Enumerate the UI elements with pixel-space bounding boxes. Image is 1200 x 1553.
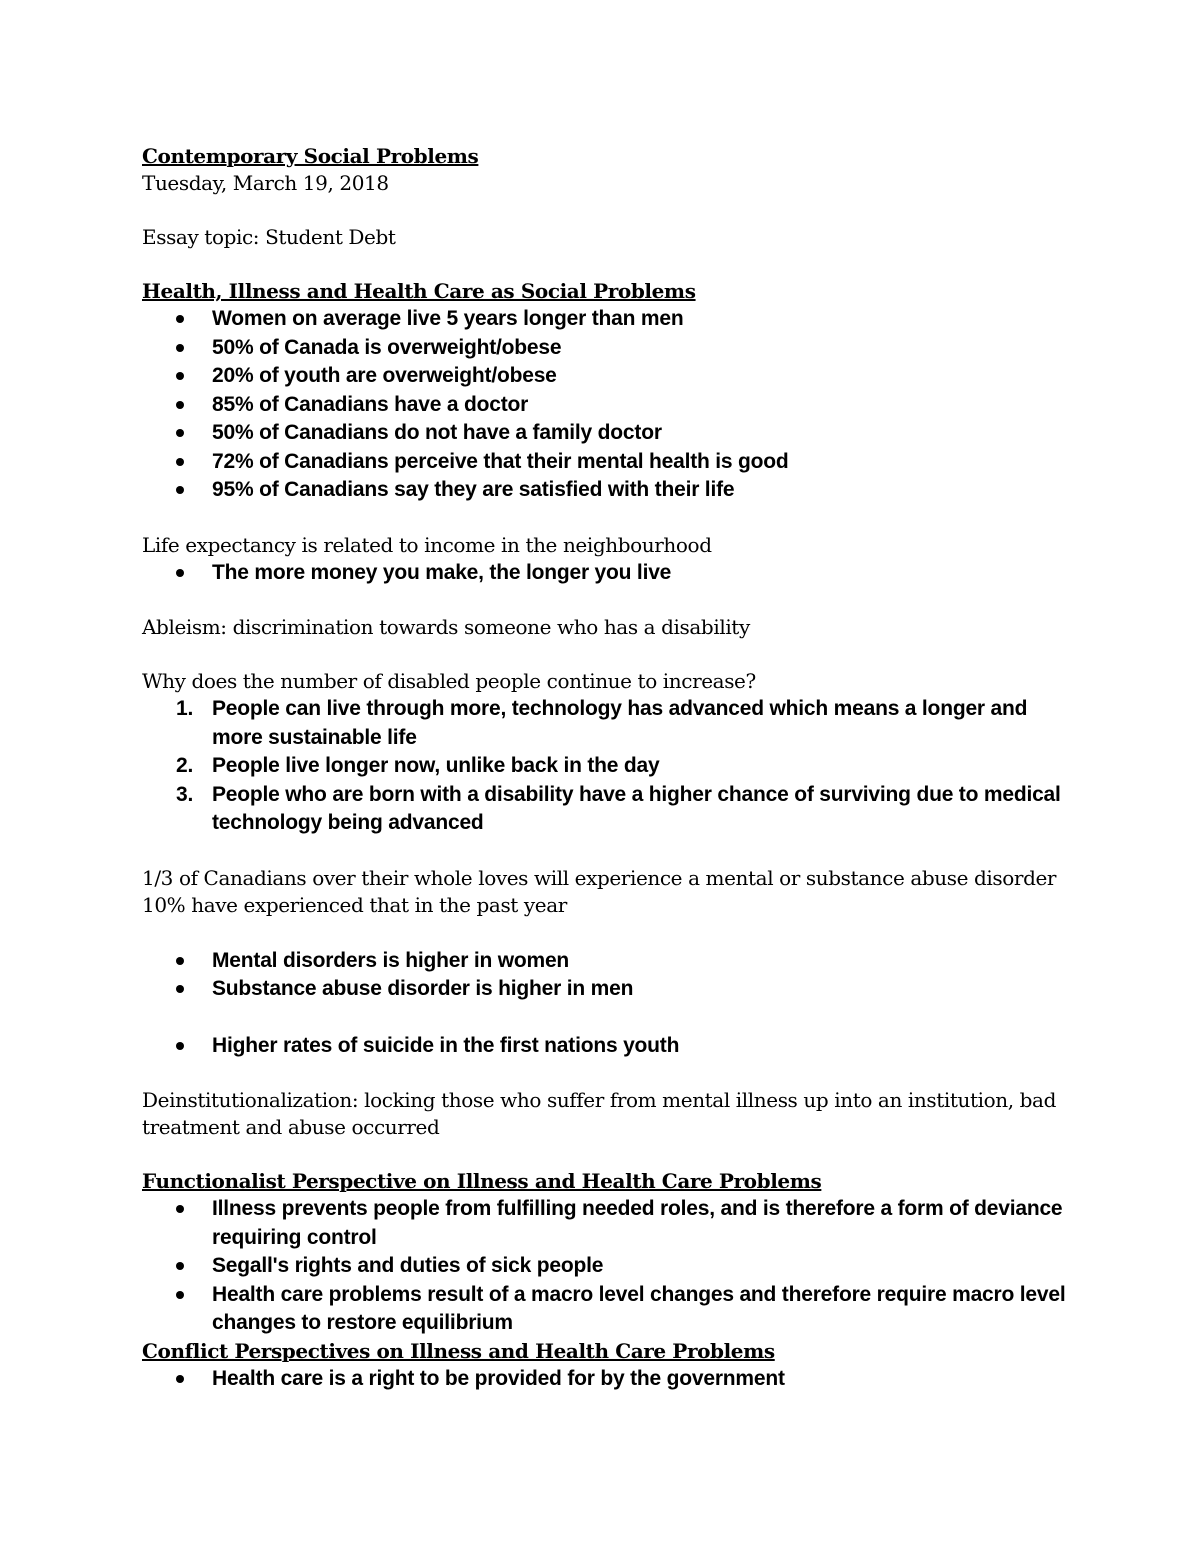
list-item: 85% of Canadians have a doctor — [142, 391, 1080, 420]
mental-stat-line-2: 10% have experienced that in the past year — [142, 892, 567, 917]
mental-bullet-list-b — [142, 1032, 1080, 1061]
list-item: Segall's rights and duties of sick people — [142, 1252, 1080, 1281]
life-expectancy-list — [142, 559, 1080, 588]
item-text: People live longer now, unlike back in the day — [212, 754, 660, 777]
list-item: Illness prevents people from fulfilling needed roles, and is therefore a form of deviance requiring control — [142, 1195, 1080, 1252]
section-heading-functionalist: Functionalist Perspective on Illness and Health Care Problems — [142, 1169, 822, 1193]
list-item: Women on average live 5 years longer than men — [142, 305, 1080, 334]
item-text: People can live through more, technology has advanced which means a longer and more sustainable life — [212, 697, 1028, 749]
deinstitutionalization-definition: Deinstitutionalization: locking those who suffer from mental illness up into an institution, bad treatment and abuse occurred — [142, 1088, 1056, 1139]
list-item: 72% of Canadians perceive that their mental health is good — [142, 448, 1080, 477]
item-number: 3. — [176, 782, 194, 806]
section-heading-conflict: Conflict Perspectives on Illness and Health Care Problems — [142, 1338, 775, 1363]
lecture-date: Tuesday, March 19, 2018 — [142, 171, 389, 195]
list-item — [142, 752, 1080, 781]
list-item: 50% of Canada is overweight/obese — [142, 334, 1080, 363]
functionalist-bullet-list — [142, 1195, 1080, 1338]
document-title: Contemporary Social Problems — [142, 144, 479, 168]
ableism-definition: Ableism: discrimination towards someone who has a disability — [142, 615, 750, 639]
list-item — [142, 695, 1080, 752]
mental-stat-line-1: 1/3 of Canadians over their whole loves will experience a mental or substance abuse disorder — [142, 865, 1057, 890]
list-item — [142, 781, 1080, 838]
list-item: The more money you make, the longer you live — [142, 559, 1080, 588]
health-bullet-list — [142, 305, 1080, 505]
list-item: Higher rates of suicide in the first nations youth — [142, 1032, 1080, 1061]
item-text: People who are born with a disability have a higher chance of surviving due to medical technology being advanced — [212, 782, 1061, 834]
list-item: 20% of youth are overweight/obese — [142, 362, 1080, 391]
item-number: 2. — [176, 754, 194, 777]
list-item: 95% of Canadians say they are satisfied with their life — [142, 476, 1080, 505]
essay-topic: Essay topic: Student Debt — [142, 225, 396, 249]
conflict-bullet-list — [142, 1365, 1080, 1394]
disabled-question: Why does the number of disabled people continue to increase? — [142, 669, 756, 693]
item-number: 1. — [176, 697, 194, 720]
list-item: Health care is a right to be provided for by the government — [142, 1365, 1080, 1394]
list-item: Mental disorders is higher in women — [142, 947, 1080, 976]
life-expectancy-text: Life expectancy is related to income in the neighbourhood — [142, 532, 712, 557]
mental-bullet-list-a — [142, 947, 1080, 1004]
disabled-reasons-list — [142, 695, 1080, 838]
list-item: 50% of Canadians do not have a family doctor — [142, 419, 1080, 448]
section-heading-health: Health, Illness and Health Care as Social Problems — [142, 279, 696, 303]
list-item: Health care problems result of a macro level changes and therefore require macro level changes to restore equilibrium — [142, 1281, 1080, 1338]
list-item: Substance abuse disorder is higher in men — [142, 975, 1080, 1004]
